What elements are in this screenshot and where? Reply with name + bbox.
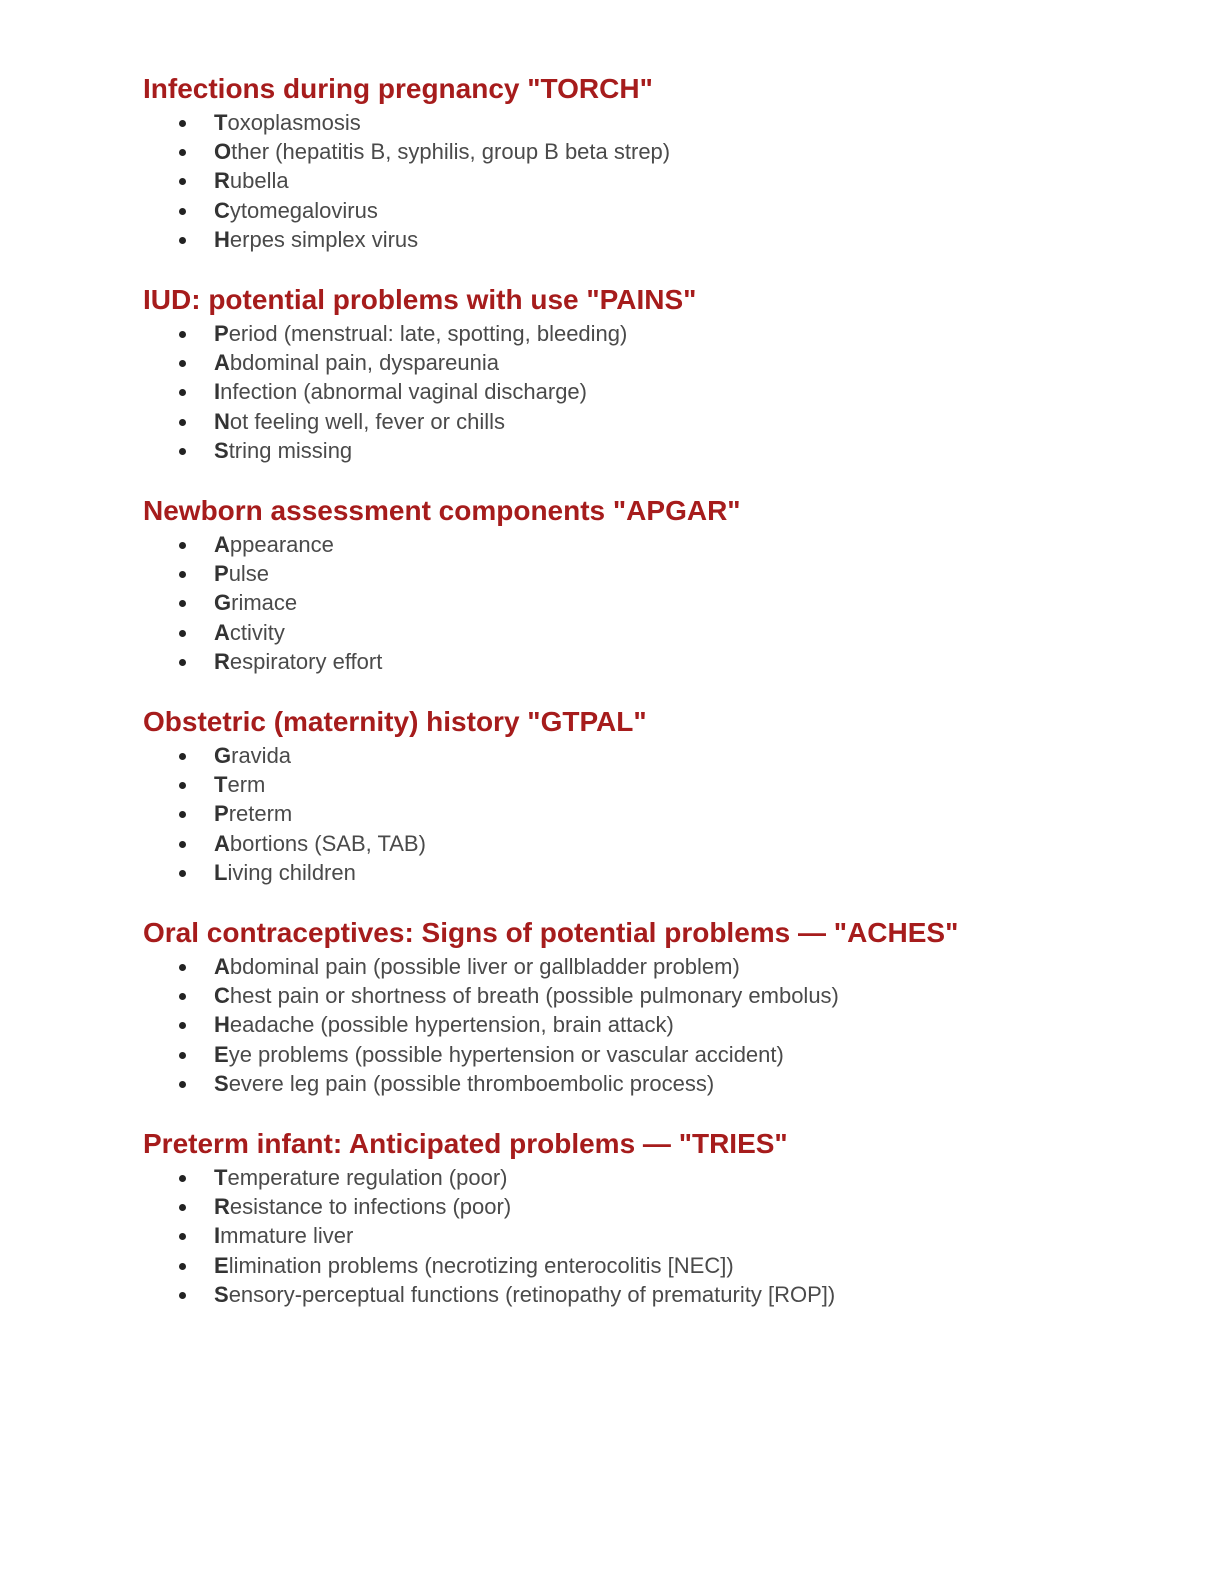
item-text: ensory-perceptual functions (retinopathy of prematurity [ROP]) [228,1281,836,1307]
item-text: reterm [228,801,293,827]
item-text: ther (hepatitis B, syphilis, group B beta strep) [231,139,671,165]
bullet-icon [179,1263,186,1270]
bullet-icon [179,360,186,367]
section-title: Preterm infant: Anticipated problems — "TRIES" [143,1128,788,1160]
list-item [143,436,1143,465]
section-title: IUD: potential problems with use "PAINS" [143,284,697,316]
section-tries [143,1125,1143,1309]
list-item [143,1221,1143,1250]
section-title: Oral contraceptives: Signs of potential problems — "ACHES" [143,917,959,949]
item-text: ctivity [229,619,285,645]
list-item [143,588,1143,617]
list-item [143,348,1143,377]
bullet-list [143,319,1143,465]
item-initial: R [214,168,230,194]
item-initial: A [214,954,230,980]
list-item [143,1010,1143,1039]
list-item [143,225,1143,254]
bullet-icon [179,571,186,578]
bullet-icon [179,389,186,396]
item-text: ubella [229,168,289,194]
list-item [143,829,1143,858]
list-item [143,377,1143,406]
item-initial: S [214,437,229,463]
list-item [143,741,1143,770]
bullet-icon [179,1081,186,1088]
bullet-list [143,952,1143,1098]
item-initial: I [214,1223,221,1249]
item-text: ravida [231,743,292,769]
list-item [143,1163,1143,1192]
list-item [143,196,1143,225]
bullet-icon [179,782,186,789]
list-item [143,1192,1143,1221]
item-initial: T [214,110,228,135]
item-text: nfection (abnormal vaginal discharge) [220,379,587,405]
item-initial: E [214,1252,229,1278]
item-text: hest pain or shortness of breath (possible pulmonary embolus) [229,983,839,1009]
bullet-icon [179,1204,186,1211]
list-item [143,770,1143,799]
list-item [143,530,1143,559]
bullet-icon [179,841,186,848]
item-initial: A [214,619,230,645]
item-text: esistance to infections (poor) [229,1194,512,1220]
item-text: erm [227,772,266,798]
list-item [143,137,1143,166]
bullet-icon [179,208,186,215]
bullet-icon [179,600,186,607]
bullet-list [143,1163,1143,1309]
bullet-icon [179,630,186,637]
section-torch [143,70,1143,254]
item-initial: H [214,226,230,252]
list-item [143,1040,1143,1069]
section-pains [143,281,1143,465]
item-text: ulse [228,561,270,587]
section-gtpal [143,703,1143,887]
bullet-icon [179,1175,186,1182]
list-item [143,799,1143,828]
section-title: Infections during pregnancy "TORCH" [143,73,653,104]
item-initial: L [214,859,228,885]
item-text: oxoplasmosis [227,110,361,135]
item-text: ppearance [229,532,334,558]
item-initial: G [214,590,232,616]
section-title: Obstetric (maternity) history "GTPAL" [143,706,647,738]
item-text: erpes simplex virus [229,226,419,252]
item-text: rimace [231,590,298,616]
bullet-icon [179,1233,186,1240]
bullet-icon [179,993,186,1000]
bullet-icon [179,811,186,818]
list-item [143,1251,1143,1280]
list-item [143,981,1143,1010]
item-initial: E [214,1041,229,1067]
item-initial: S [214,1070,229,1096]
item-initial: A [214,350,230,376]
bullet-icon [179,178,186,185]
bullet-icon [179,542,186,549]
list-item [143,952,1143,981]
item-initial: P [214,321,229,347]
list-item [143,319,1143,348]
item-text: bortions (SAB, TAB) [229,830,426,856]
bullet-icon [179,1022,186,1029]
item-initial: G [214,743,232,769]
bullet-icon [179,331,186,338]
item-text: ytomegalovirus [229,197,378,223]
item-text: mmature liver [220,1223,354,1249]
bullet-list [143,108,1143,254]
item-text: emperature regulation (poor) [227,1165,508,1191]
item-initial: C [214,983,230,1009]
item-initial: R [214,1194,230,1220]
list-item [143,559,1143,588]
document-page [143,70,1143,1336]
item-initial: C [214,197,230,223]
bullet-icon [179,870,186,877]
item-initial: A [214,532,230,558]
section-apgar [143,492,1143,676]
bullet-icon [179,753,186,760]
bullet-icon [179,237,186,244]
list-item [143,407,1143,436]
list-item [143,647,1143,676]
item-text: iving children [227,859,356,885]
bullet-icon [179,419,186,426]
list-item [143,166,1143,195]
bullet-icon [179,448,186,455]
item-text: eadache (possible hypertension, brain attack) [229,1012,674,1038]
item-text: ot feeling well, fever or chills [229,408,506,434]
item-text: eriod (menstrual: late, spotting, bleeding) [228,321,628,347]
bullet-list [143,741,1143,887]
item-text: tring missing [228,437,353,463]
list-item [143,618,1143,647]
item-initial: P [214,801,229,827]
item-initial: O [214,139,232,165]
section-title: Newborn assessment components "APGAR" [143,495,741,527]
item-text: evere leg pain (possible thromboembolic process) [228,1070,715,1096]
bullet-icon [179,1292,186,1299]
item-initial: S [214,1281,229,1307]
item-text: limination problems (necrotizing enterocolitis [NEC]) [228,1252,734,1278]
item-initial: P [214,561,229,587]
bullet-icon [179,659,186,666]
bullet-icon [179,1052,186,1059]
item-initial: I [214,379,221,405]
bullet-icon [179,149,186,156]
list-item [143,1280,1143,1309]
item-initial: N [214,408,230,434]
item-initial: A [214,830,230,856]
item-initial: R [214,648,230,674]
bullet-icon [179,120,186,127]
section-aches [143,914,1143,1098]
item-initial: H [214,1012,230,1038]
list-item [143,858,1143,887]
bullet-list [143,530,1143,676]
item-text: ye problems (possible hypertension or vascular accident) [228,1041,784,1067]
list-item [143,108,1143,137]
item-text: bdominal pain (possible liver or gallbladder problem) [229,954,740,980]
item-initial: T [214,1165,228,1191]
item-initial: T [214,772,228,798]
bullet-icon [179,964,186,971]
item-text: espiratory effort [229,648,383,674]
list-item [143,1069,1143,1098]
item-text: bdominal pain, dyspareunia [229,350,499,376]
